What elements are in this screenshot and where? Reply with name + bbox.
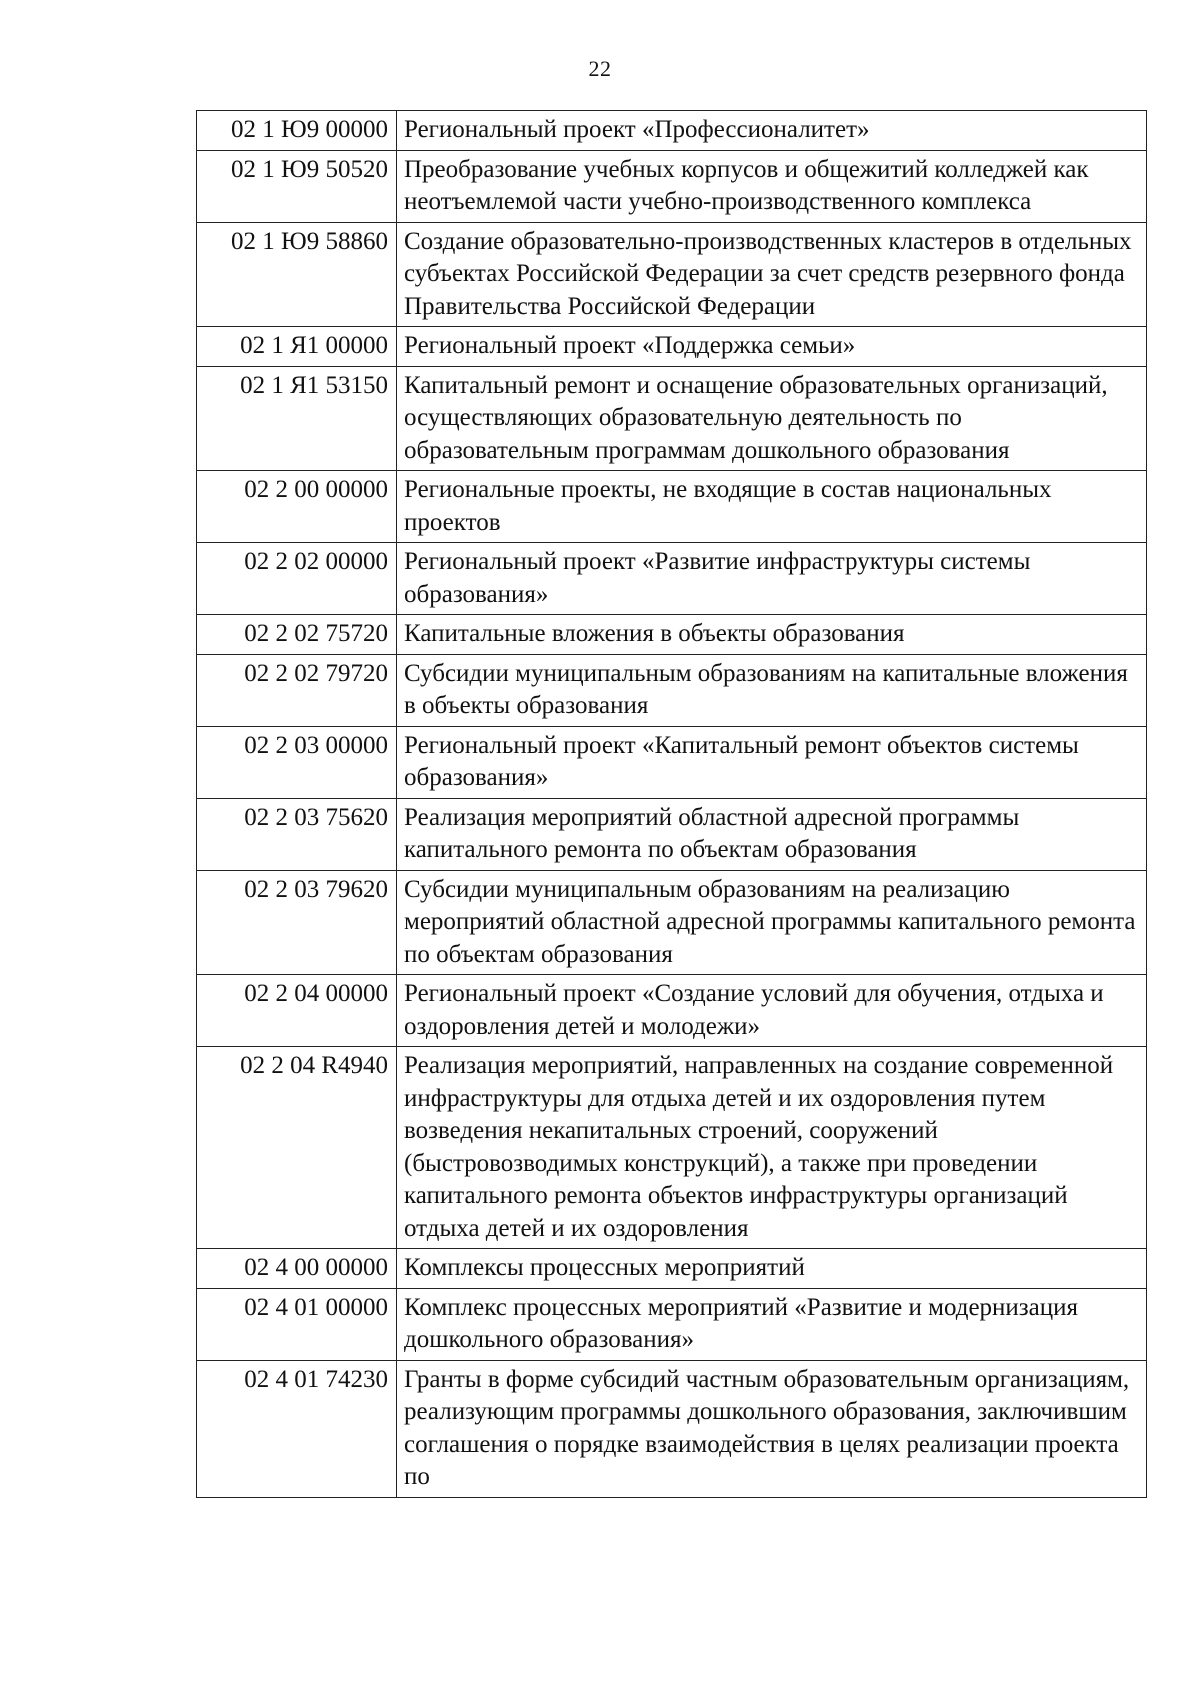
row-description: Капитальные вложения в объекты образования — [397, 615, 1147, 655]
table-row — [197, 1288, 1147, 1360]
table-row — [197, 1360, 1147, 1497]
row-description: Капитальный ремонт и оснащение образовательных организаций, осуществляющих образовательную деятельность по образовательным программам дошкольного образования — [397, 366, 1147, 471]
row-description: Региональный проект «Создание условий для обучения, отдыха и оздоровления детей и молодежи» — [397, 975, 1147, 1047]
row-description: Реализация мероприятий областной адресной программы капитального ремонта по объектам образования — [397, 798, 1147, 870]
row-code: 02 2 03 00000 — [197, 726, 397, 798]
table-row — [197, 111, 1147, 151]
row-description: Преобразование учебных корпусов и общежитий колледжей как неотъемлемой части учебно-производственного комплекса — [397, 150, 1147, 222]
row-code: 02 2 03 79620 — [197, 870, 397, 975]
row-code: 02 2 02 00000 — [197, 543, 397, 615]
row-description: Региональные проекты, не входящие в состав национальных проектов — [397, 471, 1147, 543]
table-row — [197, 615, 1147, 655]
row-description: Гранты в форме субсидий частным образовательным организациям, реализующим программы дошкольного образования, заключившим соглашения о порядке взаимодействия в целях реализации проекта по — [397, 1360, 1147, 1497]
row-description: Субсидии муниципальным образованиям на капитальные вложения в объекты образования — [397, 654, 1147, 726]
table-row — [197, 1249, 1147, 1289]
row-code: 02 2 02 79720 — [197, 654, 397, 726]
row-code: 02 2 03 75620 — [197, 798, 397, 870]
row-description: Комплексы процессных мероприятий — [397, 1249, 1147, 1289]
row-code: 02 1 Ю9 50520 — [197, 150, 397, 222]
row-code: 02 2 04 R4940 — [197, 1047, 397, 1249]
row-code: 02 2 04 00000 — [197, 975, 397, 1047]
table-row — [197, 222, 1147, 327]
table-row — [197, 366, 1147, 471]
row-code: 02 1 Ю9 58860 — [197, 222, 397, 327]
row-code: 02 2 00 00000 — [197, 471, 397, 543]
table-row — [197, 150, 1147, 222]
page-number: 22 — [588, 56, 612, 81]
row-description: Региональный проект «Развитие инфраструктуры системы образования» — [397, 543, 1147, 615]
row-description: Комплекс процессных мероприятий «Развитие и модернизация дошкольного образования» — [397, 1288, 1147, 1360]
table-row — [197, 543, 1147, 615]
table-row — [197, 798, 1147, 870]
row-code: 02 2 02 75720 — [197, 615, 397, 655]
row-code: 02 4 00 00000 — [197, 1249, 397, 1289]
table-row — [197, 654, 1147, 726]
row-description: Региональный проект «Капитальный ремонт объектов системы образования» — [397, 726, 1147, 798]
table-row — [197, 327, 1147, 367]
table-row — [197, 975, 1147, 1047]
table-row — [197, 471, 1147, 543]
row-description: Субсидии муниципальным образованиям на реализацию мероприятий областной адресной программы капитального ремонта по объектам образования — [397, 870, 1147, 975]
table-row — [197, 1047, 1147, 1249]
row-code: 02 4 01 74230 — [197, 1360, 397, 1497]
table-row — [197, 726, 1147, 798]
row-description: Региональный проект «Профессионалитет» — [397, 111, 1147, 151]
row-code: 02 1 Ю9 00000 — [197, 111, 397, 151]
row-description: Создание образовательно-производственных кластеров в отдельных субъектах Российской Федерации за счет средств резервного фонда Правительства Российской Федерации — [397, 222, 1147, 327]
row-code: 02 4 01 00000 — [197, 1288, 397, 1360]
row-code: 02 1 Я1 53150 — [197, 366, 397, 471]
table-row — [197, 870, 1147, 975]
row-code: 02 1 Я1 00000 — [197, 327, 397, 367]
budget-code-table — [196, 110, 1147, 1498]
row-description: Реализация мероприятий, направленных на создание современной инфраструктуры для отдыха детей и их оздоровления путем возведения некапитальных строений, сооружений (быстровозводимых конструкций), а также при проведении капитального ремонта объектов инфраструктуры организаций отдыха детей и их оздоровления — [397, 1047, 1147, 1249]
row-description: Региональный проект «Поддержка семьи» — [397, 327, 1147, 367]
